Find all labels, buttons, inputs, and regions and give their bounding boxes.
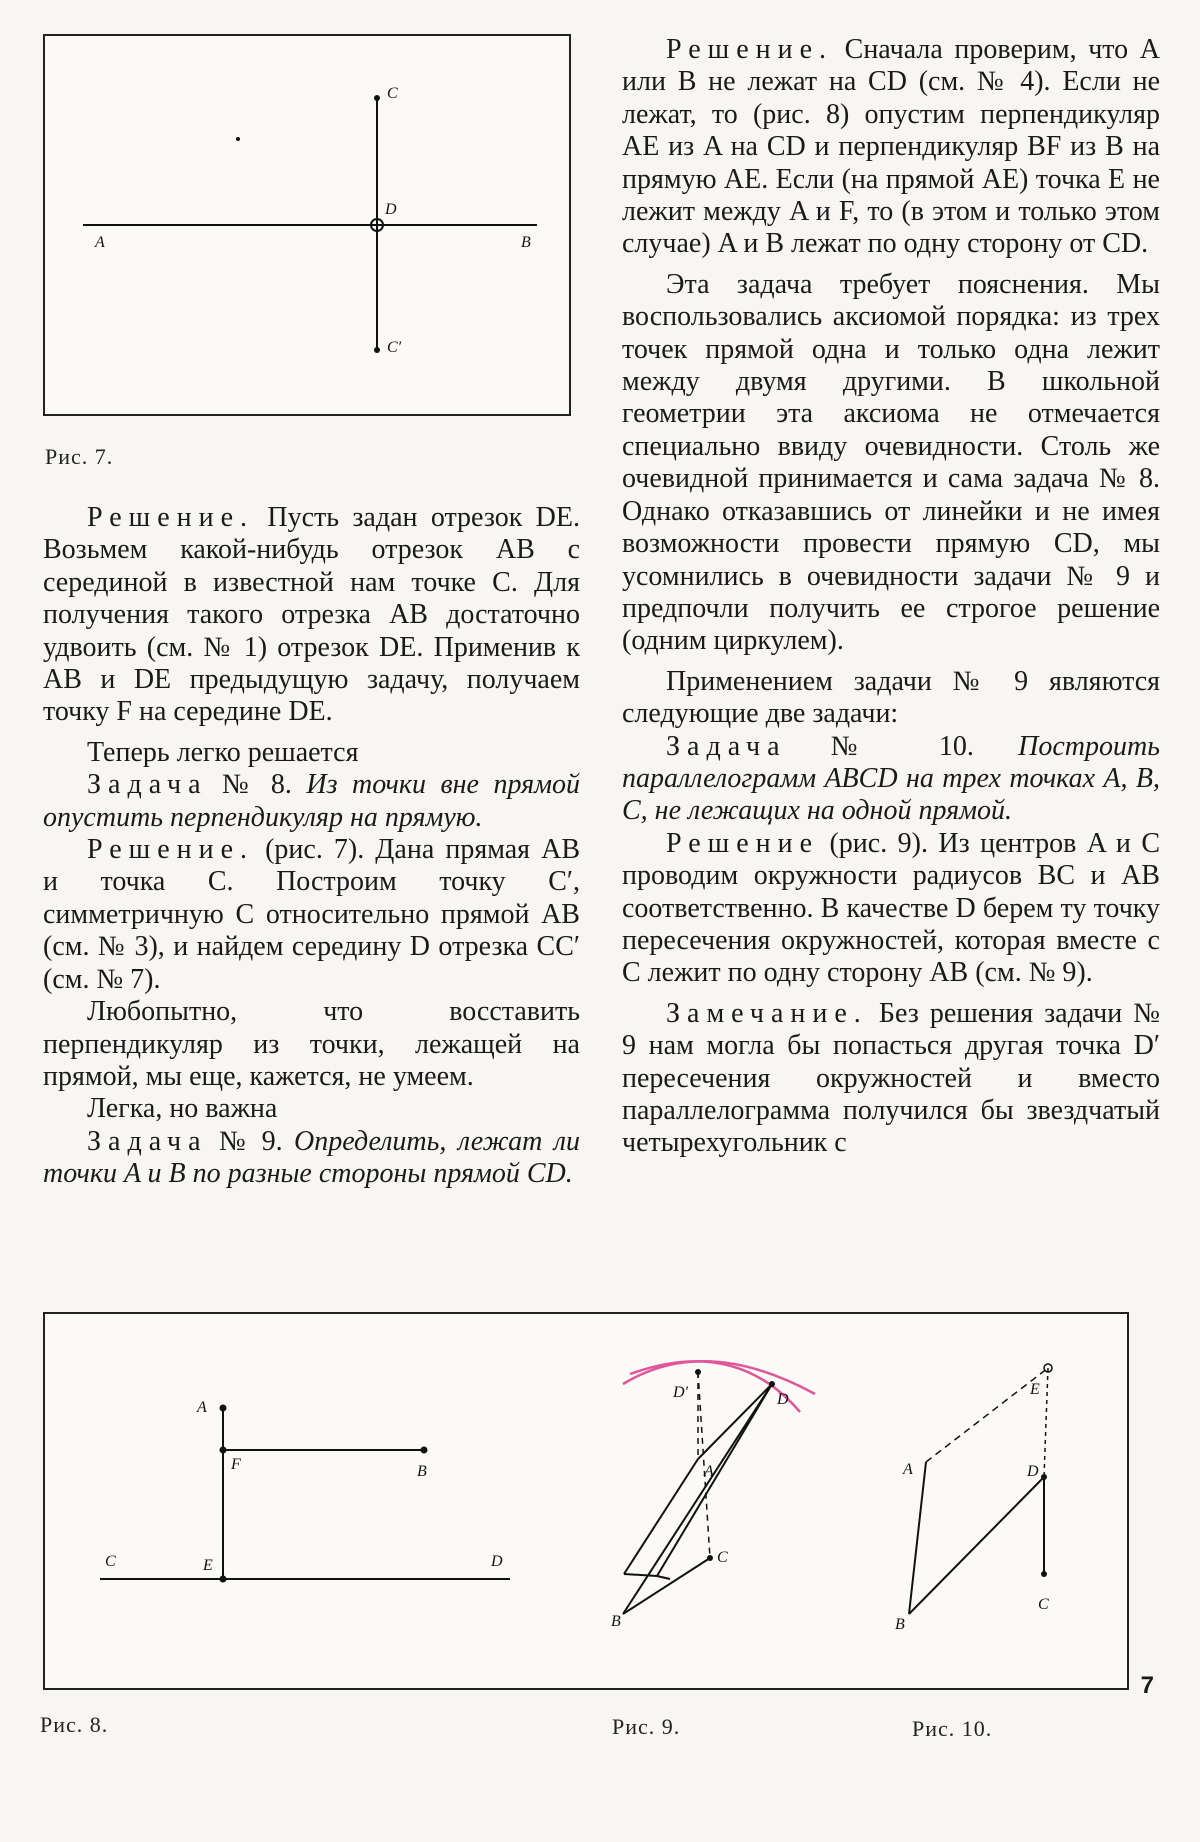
problem-10-lead: Задача bbox=[666, 730, 787, 762]
label-c: C bbox=[387, 85, 398, 102]
solution-9-text: Сначала проверим, что A или B не лежат на CD (см. № 4). Если не лежат, то (рис. 8) опустим перпендикуляр AE из A на CD и перпендикуляр BF из B на прямую AE. Если (на прямой AE) точка E не лежит между A и F, то (в этом и только этом случае) A и B лежат по одну сторону от CD. bbox=[622, 34, 1160, 260]
point-b bbox=[421, 1447, 428, 1454]
point-d bbox=[769, 1381, 775, 1387]
point-d bbox=[1041, 1474, 1047, 1480]
paragraph-easy-but-important: Легка, но важна bbox=[87, 1093, 278, 1125]
solution-10-text: (рис. 9). Из центров A и C проводим окружности радиусов BC и AB соответственно. В качестве D берем ту точку пересечения окружностей, которая вместе с C лежит по одну сторону AB (см. № 9). bbox=[622, 827, 1160, 989]
figures-8-9-10-diagram bbox=[45, 1314, 1127, 1688]
right-column bbox=[622, 34, 1160, 1160]
fig9-label-d-prime: D′ bbox=[673, 1384, 689, 1401]
page-number: 7 bbox=[1140, 1672, 1154, 1699]
problem-10-statement: Построить параллелограмм ABCD на трех точках A, B, C, не лежащих на одной прямой. bbox=[622, 730, 1160, 827]
problem-9-statement: Определить, лежат ли точки A и B по разные стороны прямой CD. bbox=[43, 1125, 580, 1190]
label-a: A bbox=[95, 234, 105, 251]
segment-c-tick bbox=[657, 1576, 670, 1579]
remark-lead: Замечание. bbox=[666, 997, 868, 1029]
point-a bbox=[220, 1405, 227, 1412]
figures-8-9-10 bbox=[43, 1312, 1129, 1690]
label-b: B bbox=[521, 234, 531, 251]
figure-9-caption: Рис. 9. bbox=[612, 1714, 681, 1739]
stray-dot bbox=[236, 137, 240, 141]
label-c-prime: C′ bbox=[387, 339, 402, 356]
dashed-e-d bbox=[1044, 1368, 1048, 1477]
fig9-label-a: A bbox=[704, 1463, 714, 1480]
problem-8-statement: Из точки вне прямой опустить перпендикуляр на прямую. bbox=[43, 769, 580, 833]
point-e bbox=[220, 1576, 227, 1583]
paragraph-curious: Любопытно, что восставить перпендикуляр из точки, лежащей на прямой, мы еще, кажется, не умеем. bbox=[43, 996, 580, 1092]
figure-8-diagram bbox=[100, 1399, 510, 1583]
solution-10-lead: Решение bbox=[666, 827, 820, 859]
fig8-label-d: D bbox=[491, 1553, 503, 1570]
fig9-label-c: C bbox=[717, 1549, 728, 1566]
solution-8-lead: Решение. bbox=[87, 834, 255, 866]
fig9-label-d: D bbox=[777, 1391, 789, 1408]
figure-9-diagram bbox=[611, 1361, 815, 1630]
fig8-label-c: C bbox=[105, 1553, 116, 1570]
point-f bbox=[220, 1447, 227, 1454]
paragraph-explanation: Эта задача требует пояснения. Мы воспользовались аксиомой порядка: из трех точек прямой одна и только одна лежит между двумя другими. В школьной геометрии эта аксиома не отмечается специально ввиду очевидности. Столь же очевидной принимается и сама задача № 8. Однако отказавшись от линейки и не имея возможности провести прямую CD, мы усомнились в очевидности задачи № 9 и предпочли получить ее строгое решение (одним циркулем). bbox=[622, 268, 1160, 657]
point-d-prime bbox=[695, 1369, 701, 1375]
solution-lead: Решение. bbox=[87, 502, 255, 533]
solution-9-lead: Решение. bbox=[666, 34, 834, 65]
fig8-label-a: A bbox=[197, 1399, 207, 1416]
point-c-prime bbox=[374, 347, 380, 353]
problem-9-lead: Задача bbox=[87, 1125, 208, 1157]
fig10-label-b: B bbox=[895, 1616, 905, 1633]
fig8-label-e: E bbox=[203, 1557, 213, 1574]
segment-ad bbox=[698, 1384, 772, 1459]
figure-7 bbox=[43, 34, 571, 416]
fig9-label-b: B bbox=[611, 1613, 621, 1630]
point-c bbox=[707, 1555, 713, 1561]
figure-10-diagram bbox=[895, 1364, 1052, 1633]
problem-10-number: № 10. bbox=[786, 730, 1019, 762]
point-c bbox=[1041, 1571, 1047, 1577]
figure-10-caption: Рис. 10. bbox=[912, 1716, 993, 1741]
fig10-label-a: A bbox=[903, 1461, 913, 1478]
point-c bbox=[374, 95, 380, 101]
fig10-label-e: E bbox=[1030, 1381, 1040, 1398]
fig8-label-b: B bbox=[417, 1463, 427, 1480]
problem-9-number: № 9. bbox=[207, 1125, 295, 1157]
segment-cb-short bbox=[624, 1574, 657, 1576]
remark-text: Без решения задачи № 9 нам могла бы попасться другая точка D′ пересечения окружностей и вместо параллелограмма получился бы звездчатый четырехугольник с bbox=[622, 997, 1160, 1159]
segment-dc bbox=[657, 1384, 772, 1576]
problem-8-lead: Задача bbox=[87, 769, 208, 801]
fig8-label-f: F bbox=[231, 1456, 241, 1473]
figure-7-diagram bbox=[45, 36, 569, 414]
problem-8-number: № 8. bbox=[207, 769, 307, 801]
segment-ab bbox=[909, 1462, 926, 1614]
label-d: D bbox=[385, 201, 397, 218]
figure-7-caption: Рис. 7. bbox=[45, 444, 114, 469]
solution-8-text: (рис. 7). Дана прямая AB и точка C. Построим точку C′, симметричную C относительно прямой AB (см. № 3), и найдем середину D отрезка CC′ (см. № 7). bbox=[43, 834, 580, 995]
segment-cb bbox=[623, 1558, 710, 1614]
figure-8-caption: Рис. 8. bbox=[40, 1712, 109, 1737]
solution-text: Пусть задан отрезок DE. Возьмем какой-нибудь отрезок AB с серединой в известной нам точке C. Для получения такого отрезка AB достаточно удвоить (см. № 1) отрезок DE. Применив к AB и DE предыдущую задачу, получаем точку F на середине DE. bbox=[43, 502, 580, 728]
paragraph-now-easy: Теперь легко решается bbox=[87, 736, 359, 768]
fig10-label-d: D bbox=[1027, 1463, 1039, 1480]
segment-bd bbox=[909, 1477, 1044, 1614]
fig10-label-c: C bbox=[1038, 1596, 1049, 1613]
left-column bbox=[43, 502, 580, 1191]
paragraph-applications: Применением задачи № 9 являются следующие две задачи: bbox=[622, 665, 1160, 730]
